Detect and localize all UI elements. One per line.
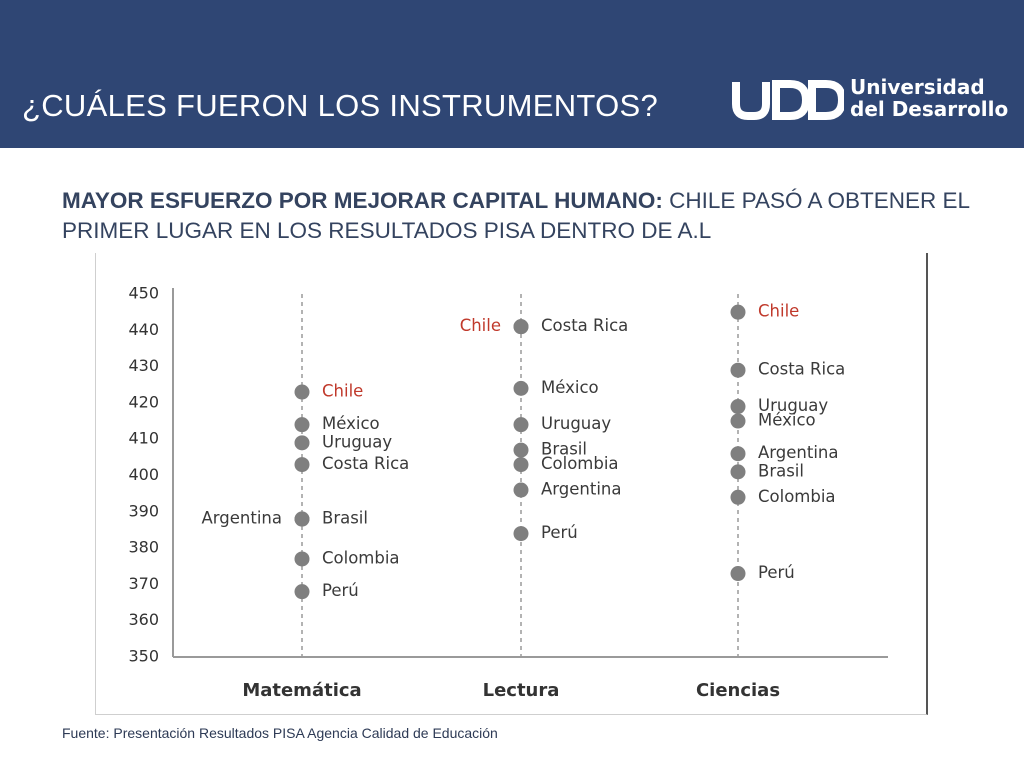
point-ciencias-mexico: [731, 414, 746, 429]
point-matematica-uruguay: [295, 435, 310, 450]
point-lectura-uruguay: [514, 417, 529, 432]
label-matematica-mexico: México: [322, 414, 380, 434]
y-tick-label: 390: [128, 501, 159, 521]
logo-line-2: del Desarrollo: [850, 97, 1009, 121]
label-lectura-colombia: Colombia: [541, 454, 619, 474]
x-tick-label-lectura: Lectura: [482, 680, 560, 701]
y-tick-label: 380: [128, 537, 159, 557]
slide-title: ¿CUÁLES FUERON LOS INSTRUMENTOS?: [22, 88, 659, 123]
point-matematica-brasil: [295, 512, 310, 527]
subtitle-regular: CHILE PASÓ A OBTENER EL PRIMER LUGAR EN LOS RESULTADOS PISA DENTRO DE A.L: [62, 188, 970, 243]
label-ciencias-argentina: Argentina: [758, 443, 839, 463]
point-lectura-colombia: [514, 457, 529, 472]
label-matematica-uruguay: Uruguay: [322, 432, 393, 452]
label-matematica-chile: Chile: [322, 381, 364, 401]
point-ciencias-uruguay: [731, 399, 746, 414]
point-ciencias-peru: [731, 566, 746, 581]
x-tick-label-ciencias: Ciencias: [695, 680, 781, 701]
point-lectura-costa-rica: [514, 319, 529, 334]
point-matematica-mexico: [295, 417, 310, 432]
point-lectura-brasil: [514, 443, 529, 458]
label-lectura-mexico: México: [541, 377, 599, 397]
label-ciencias-peru: Perú: [758, 563, 795, 583]
label-matematica-colombia: Colombia: [322, 548, 400, 568]
point-ciencias-colombia: [731, 490, 746, 505]
y-tick-label: 430: [128, 356, 159, 376]
label-matematica-costa-rica: Costa Rica: [322, 454, 410, 474]
y-tick-label: 350: [128, 646, 159, 666]
label-ciencias-colombia: Colombia: [758, 486, 836, 506]
label-lectura-uruguay: Uruguay: [541, 414, 612, 434]
label-ciencias-costa-rica: Costa Rica: [758, 359, 846, 379]
point-lectura-argentina: [514, 483, 529, 498]
point-matematica-chile: [295, 385, 310, 400]
chart-frame: [95, 253, 928, 715]
point-ciencias-costa-rica: [731, 363, 746, 378]
x-tick-label-matematica: Matemática: [242, 680, 362, 701]
label-ciencias-chile: Chile: [758, 301, 800, 321]
point-lectura-mexico: [514, 381, 529, 396]
y-tick-label: 450: [128, 283, 159, 303]
label-lectura-chile: Chile: [459, 316, 501, 336]
y-tick-label: 370: [128, 573, 159, 593]
slide-header: [0, 0, 1024, 148]
source-note: Fuente: Presentación Resultados PISA Agencia Calidad de Educación: [62, 725, 498, 741]
point-lectura-peru: [514, 526, 529, 541]
label-ciencias-uruguay: Uruguay: [758, 396, 829, 416]
pisa-scores-chart: [96, 253, 927, 714]
y-tick-label: 440: [128, 319, 159, 339]
label-ciencias-brasil: Brasil: [758, 461, 804, 481]
subtitle-bold: MAYOR ESFUERZO POR MEJORAR CAPITAL HUMANO:: [62, 188, 663, 213]
y-tick-label: 420: [128, 392, 159, 412]
y-tick-label: 410: [128, 428, 159, 448]
udd-logo: [732, 74, 1012, 130]
label-matematica-brasil: Brasil: [322, 508, 368, 528]
logo-line-1: Universidad: [850, 75, 985, 99]
point-matematica-peru: [295, 584, 310, 599]
label-lectura-peru: Perú: [541, 523, 578, 543]
label-ciencias-mexico: México: [758, 410, 816, 430]
y-tick-label: 360: [128, 610, 159, 630]
y-tick-label: 400: [128, 465, 159, 484]
point-matematica-colombia: [295, 551, 310, 566]
udd-logo-mark: [732, 80, 844, 120]
label-matematica-argentina: Argentina: [201, 508, 282, 528]
point-matematica-costa-rica: [295, 457, 310, 472]
point-ciencias-chile: [731, 305, 746, 320]
logo-text: [850, 76, 1008, 120]
label-lectura-costa-rica: Costa Rica: [541, 316, 629, 336]
label-lectura-brasil: Brasil: [541, 439, 587, 459]
point-ciencias-argentina: [731, 446, 746, 461]
slide-subtitle: [62, 186, 1002, 246]
label-matematica-peru: Perú: [322, 581, 359, 601]
label-lectura-argentina: Argentina: [541, 479, 622, 499]
point-ciencias-brasil: [731, 464, 746, 479]
